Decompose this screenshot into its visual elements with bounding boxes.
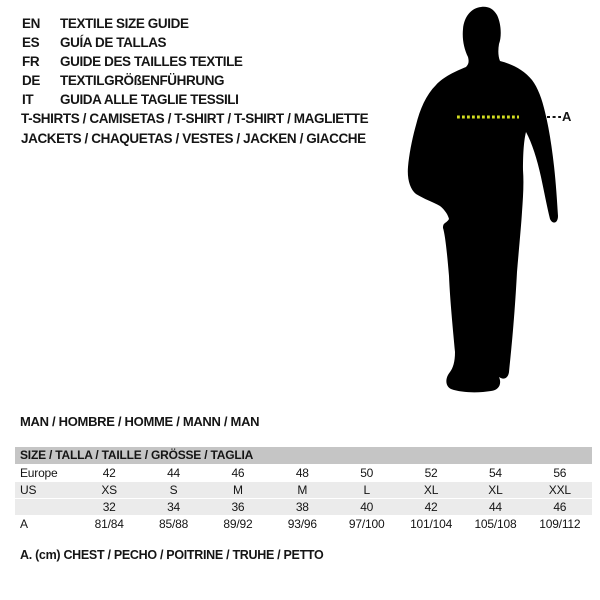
man-silhouette	[395, 0, 600, 410]
size-value-cell: L	[363, 482, 370, 497]
size-value-cell: 52	[424, 465, 438, 480]
size-value-cell: 109/112	[539, 516, 581, 531]
language-code: IT	[22, 92, 34, 107]
size-table-header: SIZE / TALLA / TAILLE / GRÖSSE / TAGLIA	[15, 447, 592, 464]
size-value-cell: XS	[101, 482, 117, 497]
size-value-cell: 46	[553, 499, 567, 514]
language-row	[22, 90, 243, 109]
size-value-cell: M	[297, 482, 308, 497]
measure-label-a: A	[562, 109, 572, 124]
size-value-cell: 32	[102, 499, 116, 514]
size-table-row	[15, 498, 592, 515]
size-table-header-row	[15, 447, 592, 464]
product-line-jackets: JACKETS / CHAQUETAS / VESTES / JACKEN / GIACCHE	[21, 131, 366, 146]
size-value-cell: 85/88	[159, 516, 189, 531]
size-value-cell: 44	[167, 465, 181, 480]
language-label: TEXTILGRÖßENFÜHRUNG	[60, 73, 225, 88]
size-row-label: US	[20, 482, 37, 497]
size-value-cell: 101/104	[410, 516, 453, 531]
language-row	[22, 52, 243, 71]
size-value-cell: 50	[360, 465, 374, 480]
size-table-row	[15, 515, 592, 532]
size-value-cell: 36	[231, 499, 245, 514]
size-value-cell: 42	[102, 465, 116, 480]
size-value-cell: 46	[231, 465, 245, 480]
size-value-cell: 56	[553, 465, 567, 480]
section-title-man: MAN / HOMBRE / HOMME / MANN / MAN	[20, 414, 260, 429]
size-value-cell: XL	[423, 482, 439, 497]
size-value-cell: M	[233, 482, 243, 497]
size-value-cell: 97/100	[348, 516, 385, 531]
language-label: GUIDE DES TAILLES TEXTILE	[60, 54, 243, 69]
language-row	[22, 33, 243, 52]
language-row	[22, 71, 243, 90]
language-code: ES	[22, 35, 40, 50]
size-value-cell: XXL	[548, 482, 571, 497]
language-code: DE	[22, 73, 40, 88]
size-row-label	[15, 498, 77, 515]
man-silhouette-path	[408, 7, 558, 393]
size-value-cell: 105/108	[474, 516, 517, 531]
size-value-cell: 42	[424, 499, 438, 514]
size-table	[15, 447, 592, 533]
size-value-cell: XL	[488, 482, 503, 497]
size-value-cell: 44	[488, 499, 502, 514]
size-row-label: A	[20, 516, 28, 531]
size-value-cell: 48	[295, 465, 309, 480]
product-categories	[21, 109, 368, 149]
man-figure	[395, 0, 600, 410]
language-label: GUIDA ALLE TAGLIE TESSILI	[60, 92, 239, 107]
size-row-label: Europe	[20, 465, 58, 480]
language-code: EN	[22, 16, 40, 31]
measurement-footnote: A. (cm) CHEST / PECHO / POITRINE / TRUHE / PETTO	[20, 548, 324, 562]
size-value-cell: 54	[488, 465, 502, 480]
product-line-tshirts: T-SHIRTS / CAMISETAS / T-SHIRT / T-SHIRT / MAGLIETTE	[21, 111, 369, 126]
language-label: GUÍA DE TALLAS	[60, 35, 167, 50]
size-table-row	[15, 464, 592, 481]
size-value-cell: 34	[167, 499, 181, 514]
language-code: FR	[22, 54, 40, 69]
size-value-cell: S	[169, 482, 178, 497]
size-value-cell: 81/84	[94, 516, 124, 531]
language-row	[22, 14, 243, 33]
size-value-cell: 93/96	[287, 516, 317, 531]
language-list	[22, 14, 243, 109]
size-value-cell: 38	[295, 499, 309, 514]
size-table-row	[15, 481, 592, 498]
size-value-cell: 89/92	[223, 516, 253, 531]
language-label: TEXTILE SIZE GUIDE	[60, 16, 189, 31]
size-value-cell: 40	[360, 499, 374, 514]
